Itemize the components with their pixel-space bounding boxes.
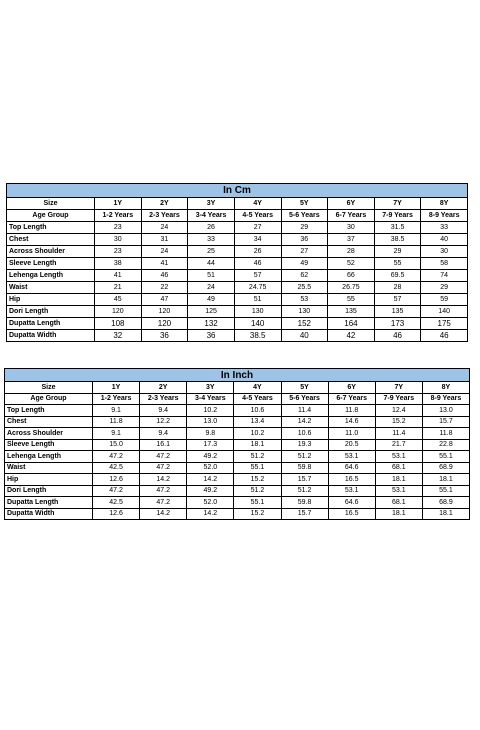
cm-age-group-header: Age Group <box>7 210 95 222</box>
cm-age-group-row <box>7 210 468 222</box>
inch-value-cell: 68.9 <box>422 497 469 509</box>
inch-size-3y: 3Y <box>187 382 234 394</box>
inch-value-cell: 51.2 <box>281 451 328 463</box>
inch-age-group-cell: 3-4 Years <box>187 393 234 405</box>
cm-table-row <box>7 258 468 270</box>
inch-value-cell: 15.7 <box>281 474 328 486</box>
cm-value-cell: 120 <box>95 306 142 318</box>
cm-age-group-cell: 7-9 Years <box>374 210 421 222</box>
size-chart-cm-table <box>6 183 468 342</box>
cm-value-cell: 24 <box>141 222 188 234</box>
inch-value-cell: 42.5 <box>93 462 140 474</box>
cm-value-cell: 173 <box>374 318 421 330</box>
cm-value-cell: 49 <box>188 294 235 306</box>
cm-value-cell: 33 <box>188 234 235 246</box>
cm-value-cell: 28 <box>328 246 375 258</box>
cm-value-cell: 26 <box>234 246 281 258</box>
cm-value-cell: 47 <box>141 294 188 306</box>
inch-value-cell: 18.1 <box>422 474 469 486</box>
inch-value-cell: 13.0 <box>187 416 234 428</box>
inch-value-cell: 20.5 <box>328 439 375 451</box>
inch-value-cell: 51.2 <box>234 451 281 463</box>
inch-value-cell: 51.2 <box>234 485 281 497</box>
inch-value-cell: 10.6 <box>281 428 328 440</box>
inch-value-cell: 22.8 <box>422 439 469 451</box>
inch-value-cell: 53.1 <box>328 485 375 497</box>
inch-value-cell: 13.0 <box>422 405 469 417</box>
inch-value-cell: 13.4 <box>234 416 281 428</box>
cm-value-cell: 31.5 <box>374 222 421 234</box>
inch-value-cell: 16.5 <box>328 508 375 520</box>
cm-value-cell: 25.5 <box>281 282 328 294</box>
inch-value-cell: 12.4 <box>375 405 422 417</box>
cm-table-row <box>7 246 468 258</box>
inch-value-cell: 47.2 <box>140 497 187 509</box>
cm-row-label: Top Length <box>7 222 95 234</box>
inch-value-cell: 19.3 <box>281 439 328 451</box>
cm-table-title: In Cm <box>7 184 468 198</box>
inch-value-cell: 9.8 <box>187 428 234 440</box>
inch-row-label: Hip <box>5 474 93 486</box>
cm-table-row <box>7 222 468 234</box>
inch-value-cell: 10.6 <box>234 405 281 417</box>
cm-row-label: Chest <box>7 234 95 246</box>
cm-row-label: Hip <box>7 294 95 306</box>
cm-value-cell: 132 <box>188 318 235 330</box>
inch-table-row <box>5 462 470 474</box>
inch-value-cell: 49.2 <box>187 485 234 497</box>
cm-table-row <box>7 330 468 342</box>
inch-value-cell: 16.5 <box>328 474 375 486</box>
cm-value-cell: 46 <box>234 258 281 270</box>
cm-value-cell: 53 <box>281 294 328 306</box>
cm-value-cell: 29 <box>374 246 421 258</box>
inch-value-cell: 18.1 <box>422 508 469 520</box>
inch-value-cell: 14.2 <box>187 474 234 486</box>
inch-table-row <box>5 416 470 428</box>
cm-size-4y: 4Y <box>234 198 281 210</box>
inch-value-cell: 15.7 <box>422 416 469 428</box>
inch-value-cell: 68.1 <box>375 497 422 509</box>
cm-value-cell: 32 <box>95 330 142 342</box>
cm-value-cell: 36 <box>188 330 235 342</box>
cm-value-cell: 36 <box>281 234 328 246</box>
inch-value-cell: 12.6 <box>93 474 140 486</box>
inch-value-cell: 11.8 <box>93 416 140 428</box>
inch-value-cell: 53.1 <box>375 485 422 497</box>
cm-value-cell: 28 <box>374 282 421 294</box>
cm-value-cell: 130 <box>281 306 328 318</box>
cm-age-group-cell: 4-5 Years <box>234 210 281 222</box>
cm-size-7y: 7Y <box>374 198 421 210</box>
cm-table-row <box>7 282 468 294</box>
inch-row-label: Sleeve Length <box>5 439 93 451</box>
cm-size-3y: 3Y <box>188 198 235 210</box>
inch-value-cell: 12.2 <box>140 416 187 428</box>
inch-value-cell: 55.1 <box>234 462 281 474</box>
cm-value-cell: 57 <box>234 270 281 282</box>
inch-value-cell: 14.2 <box>281 416 328 428</box>
inch-value-cell: 15.0 <box>93 439 140 451</box>
cm-value-cell: 38 <box>95 258 142 270</box>
cm-row-label: Lehenga Length <box>7 270 95 282</box>
cm-value-cell: 25 <box>188 246 235 258</box>
cm-value-cell: 135 <box>374 306 421 318</box>
inch-value-cell: 55.1 <box>234 497 281 509</box>
cm-value-cell: 22 <box>141 282 188 294</box>
cm-value-cell: 55 <box>328 294 375 306</box>
inch-value-cell: 12.6 <box>93 508 140 520</box>
cm-value-cell: 33 <box>421 222 468 234</box>
inch-age-group-cell: 6-7 Years <box>328 393 375 405</box>
cm-value-cell: 30 <box>95 234 142 246</box>
inch-value-cell: 16.1 <box>140 439 187 451</box>
inch-value-cell: 55.1 <box>422 451 469 463</box>
inch-value-cell: 9.1 <box>93 405 140 417</box>
cm-table-row <box>7 234 468 246</box>
cm-age-group-cell: 3-4 Years <box>188 210 235 222</box>
inch-table-row <box>5 428 470 440</box>
cm-age-group-cell: 6-7 Years <box>328 210 375 222</box>
inch-age-group-header: Age Group <box>5 393 93 405</box>
inch-value-cell: 68.1 <box>375 462 422 474</box>
inch-age-group-row <box>5 393 470 405</box>
inch-value-cell: 15.2 <box>234 508 281 520</box>
cm-table-row <box>7 318 468 330</box>
inch-value-cell: 55.1 <box>422 485 469 497</box>
cm-value-cell: 125 <box>188 306 235 318</box>
cm-size-5y: 5Y <box>281 198 328 210</box>
inch-age-group-cell: 1-2 Years <box>93 393 140 405</box>
cm-value-cell: 24 <box>141 246 188 258</box>
inch-table-row <box>5 474 470 486</box>
cm-age-group-cell: 2-3 Years <box>141 210 188 222</box>
cm-value-cell: 57 <box>374 294 421 306</box>
cm-value-cell: 41 <box>141 258 188 270</box>
cm-value-cell: 29 <box>281 222 328 234</box>
cm-size-8y: 8Y <box>421 198 468 210</box>
cm-value-cell: 108 <box>95 318 142 330</box>
inch-row-label: Dupatta Length <box>5 497 93 509</box>
cm-value-cell: 49 <box>281 258 328 270</box>
cm-value-cell: 55 <box>374 258 421 270</box>
inch-size-1y: 1Y <box>93 382 140 394</box>
inch-value-cell: 14.6 <box>328 416 375 428</box>
inch-value-cell: 53.1 <box>328 451 375 463</box>
cm-value-cell: 37 <box>328 234 375 246</box>
cm-row-label: Waist <box>7 282 95 294</box>
cm-value-cell: 62 <box>281 270 328 282</box>
cm-value-cell: 46 <box>141 270 188 282</box>
cm-value-cell: 24 <box>188 282 235 294</box>
cm-value-cell: 46 <box>421 330 468 342</box>
inch-table-row <box>5 405 470 417</box>
inch-value-cell: 42.5 <box>93 497 140 509</box>
cm-value-cell: 69.5 <box>374 270 421 282</box>
cm-value-cell: 135 <box>328 306 375 318</box>
cm-value-cell: 38.5 <box>234 330 281 342</box>
cm-value-cell: 58 <box>421 258 468 270</box>
inch-value-cell: 9.4 <box>140 428 187 440</box>
inch-table-row <box>5 439 470 451</box>
cm-value-cell: 40 <box>281 330 328 342</box>
cm-size-2y: 2Y <box>141 198 188 210</box>
inch-row-label: Lehenga Length <box>5 451 93 463</box>
inch-row-label: Dori Length <box>5 485 93 497</box>
cm-value-cell: 46 <box>374 330 421 342</box>
inch-value-cell: 14.2 <box>140 474 187 486</box>
inch-value-cell: 11.4 <box>375 428 422 440</box>
size-chart-inch-table <box>4 368 470 520</box>
inch-table-row <box>5 497 470 509</box>
inch-size-4y: 4Y <box>234 382 281 394</box>
cm-value-cell: 23 <box>95 222 142 234</box>
inch-size-7y: 7Y <box>375 382 422 394</box>
inch-age-group-cell: 8-9 Years <box>422 393 469 405</box>
inch-size-2y: 2Y <box>140 382 187 394</box>
cm-size-1y: 1Y <box>95 198 142 210</box>
cm-value-cell: 140 <box>234 318 281 330</box>
cm-value-cell: 51 <box>188 270 235 282</box>
inch-value-cell: 47.2 <box>140 485 187 497</box>
inch-value-cell: 47.2 <box>93 485 140 497</box>
inch-row-label: Waist <box>5 462 93 474</box>
cm-value-cell: 66 <box>328 270 375 282</box>
inch-row-label: Across Shoulder <box>5 428 93 440</box>
cm-table-row <box>7 294 468 306</box>
cm-value-cell: 140 <box>421 306 468 318</box>
inch-value-cell: 11.4 <box>281 405 328 417</box>
cm-value-cell: 41 <box>95 270 142 282</box>
cm-row-label: Dupatta Width <box>7 330 95 342</box>
cm-value-cell: 24.75 <box>234 282 281 294</box>
cm-row-label: Dupatta Length <box>7 318 95 330</box>
inch-size-5y: 5Y <box>281 382 328 394</box>
cm-table-row <box>7 270 468 282</box>
cm-value-cell: 31 <box>141 234 188 246</box>
cm-age-group-cell: 1-2 Years <box>95 210 142 222</box>
inch-value-cell: 21.7 <box>375 439 422 451</box>
inch-value-cell: 18.1 <box>234 439 281 451</box>
inch-age-group-cell: 5-6 Years <box>281 393 328 405</box>
inch-value-cell: 9.1 <box>93 428 140 440</box>
inch-value-cell: 59.8 <box>281 497 328 509</box>
inch-value-cell: 9.4 <box>140 405 187 417</box>
cm-value-cell: 130 <box>234 306 281 318</box>
inch-table-title: In Inch <box>5 369 470 382</box>
cm-size-header: Size <box>7 198 95 210</box>
cm-value-cell: 152 <box>281 318 328 330</box>
inch-value-cell: 14.2 <box>140 508 187 520</box>
inch-value-cell: 64.6 <box>328 497 375 509</box>
inch-value-cell: 59.8 <box>281 462 328 474</box>
inch-value-cell: 47.2 <box>140 451 187 463</box>
cm-value-cell: 38.5 <box>374 234 421 246</box>
inch-table-row <box>5 485 470 497</box>
cm-value-cell: 51 <box>234 294 281 306</box>
cm-value-cell: 175 <box>421 318 468 330</box>
inch-age-group-cell: 2-3 Years <box>140 393 187 405</box>
cm-age-group-cell: 8-9 Years <box>421 210 468 222</box>
inch-value-cell: 15.7 <box>281 508 328 520</box>
inch-value-cell: 49.2 <box>187 451 234 463</box>
cm-value-cell: 34 <box>234 234 281 246</box>
cm-value-cell: 40 <box>421 234 468 246</box>
inch-value-cell: 64.6 <box>328 462 375 474</box>
cm-value-cell: 74 <box>421 270 468 282</box>
inch-size-row <box>5 382 470 394</box>
cm-value-cell: 42 <box>328 330 375 342</box>
inch-value-cell: 52.0 <box>187 462 234 474</box>
inch-value-cell: 15.2 <box>234 474 281 486</box>
cm-value-cell: 27 <box>281 246 328 258</box>
inch-row-label: Dupatta Width <box>5 508 93 520</box>
inch-size-header: Size <box>5 382 93 394</box>
cm-value-cell: 30 <box>421 246 468 258</box>
inch-table-row <box>5 508 470 520</box>
inch-value-cell: 18.1 <box>375 508 422 520</box>
inch-value-cell: 14.2 <box>187 508 234 520</box>
cm-value-cell: 59 <box>421 294 468 306</box>
inch-value-cell: 10.2 <box>187 405 234 417</box>
cm-value-cell: 45 <box>95 294 142 306</box>
cm-value-cell: 164 <box>328 318 375 330</box>
inch-value-cell: 10.2 <box>234 428 281 440</box>
cm-row-label: Dori Length <box>7 306 95 318</box>
inch-table-row <box>5 451 470 463</box>
inch-value-cell: 47.2 <box>93 451 140 463</box>
inch-row-label: Chest <box>5 416 93 428</box>
inch-value-cell: 53.1 <box>375 451 422 463</box>
cm-value-cell: 52 <box>328 258 375 270</box>
cm-table-row <box>7 306 468 318</box>
inch-age-group-cell: 4-5 Years <box>234 393 281 405</box>
inch-value-cell: 52.0 <box>187 497 234 509</box>
inch-size-8y: 8Y <box>422 382 469 394</box>
inch-value-cell: 17.3 <box>187 439 234 451</box>
cm-value-cell: 44 <box>188 258 235 270</box>
inch-value-cell: 51.2 <box>281 485 328 497</box>
cm-value-cell: 29 <box>421 282 468 294</box>
inch-value-cell: 11.8 <box>328 405 375 417</box>
cm-size-row <box>7 198 468 210</box>
cm-value-cell: 27 <box>234 222 281 234</box>
inch-size-6y: 6Y <box>328 382 375 394</box>
inch-age-group-cell: 7-9 Years <box>375 393 422 405</box>
cm-age-group-cell: 5-6 Years <box>281 210 328 222</box>
inch-value-cell: 15.2 <box>375 416 422 428</box>
cm-size-6y: 6Y <box>328 198 375 210</box>
cm-value-cell: 30 <box>328 222 375 234</box>
cm-value-cell: 120 <box>141 318 188 330</box>
cm-value-cell: 26.75 <box>328 282 375 294</box>
inch-value-cell: 11.8 <box>422 428 469 440</box>
inch-value-cell: 11.0 <box>328 428 375 440</box>
cm-value-cell: 36 <box>141 330 188 342</box>
cm-value-cell: 21 <box>95 282 142 294</box>
inch-value-cell: 68.9 <box>422 462 469 474</box>
cm-row-label: Across Shoulder <box>7 246 95 258</box>
cm-value-cell: 23 <box>95 246 142 258</box>
inch-row-label: Top Length <box>5 405 93 417</box>
cm-row-label: Sleeve Length <box>7 258 95 270</box>
inch-value-cell: 18.1 <box>375 474 422 486</box>
inch-value-cell: 47.2 <box>140 462 187 474</box>
cm-value-cell: 26 <box>188 222 235 234</box>
cm-value-cell: 120 <box>141 306 188 318</box>
